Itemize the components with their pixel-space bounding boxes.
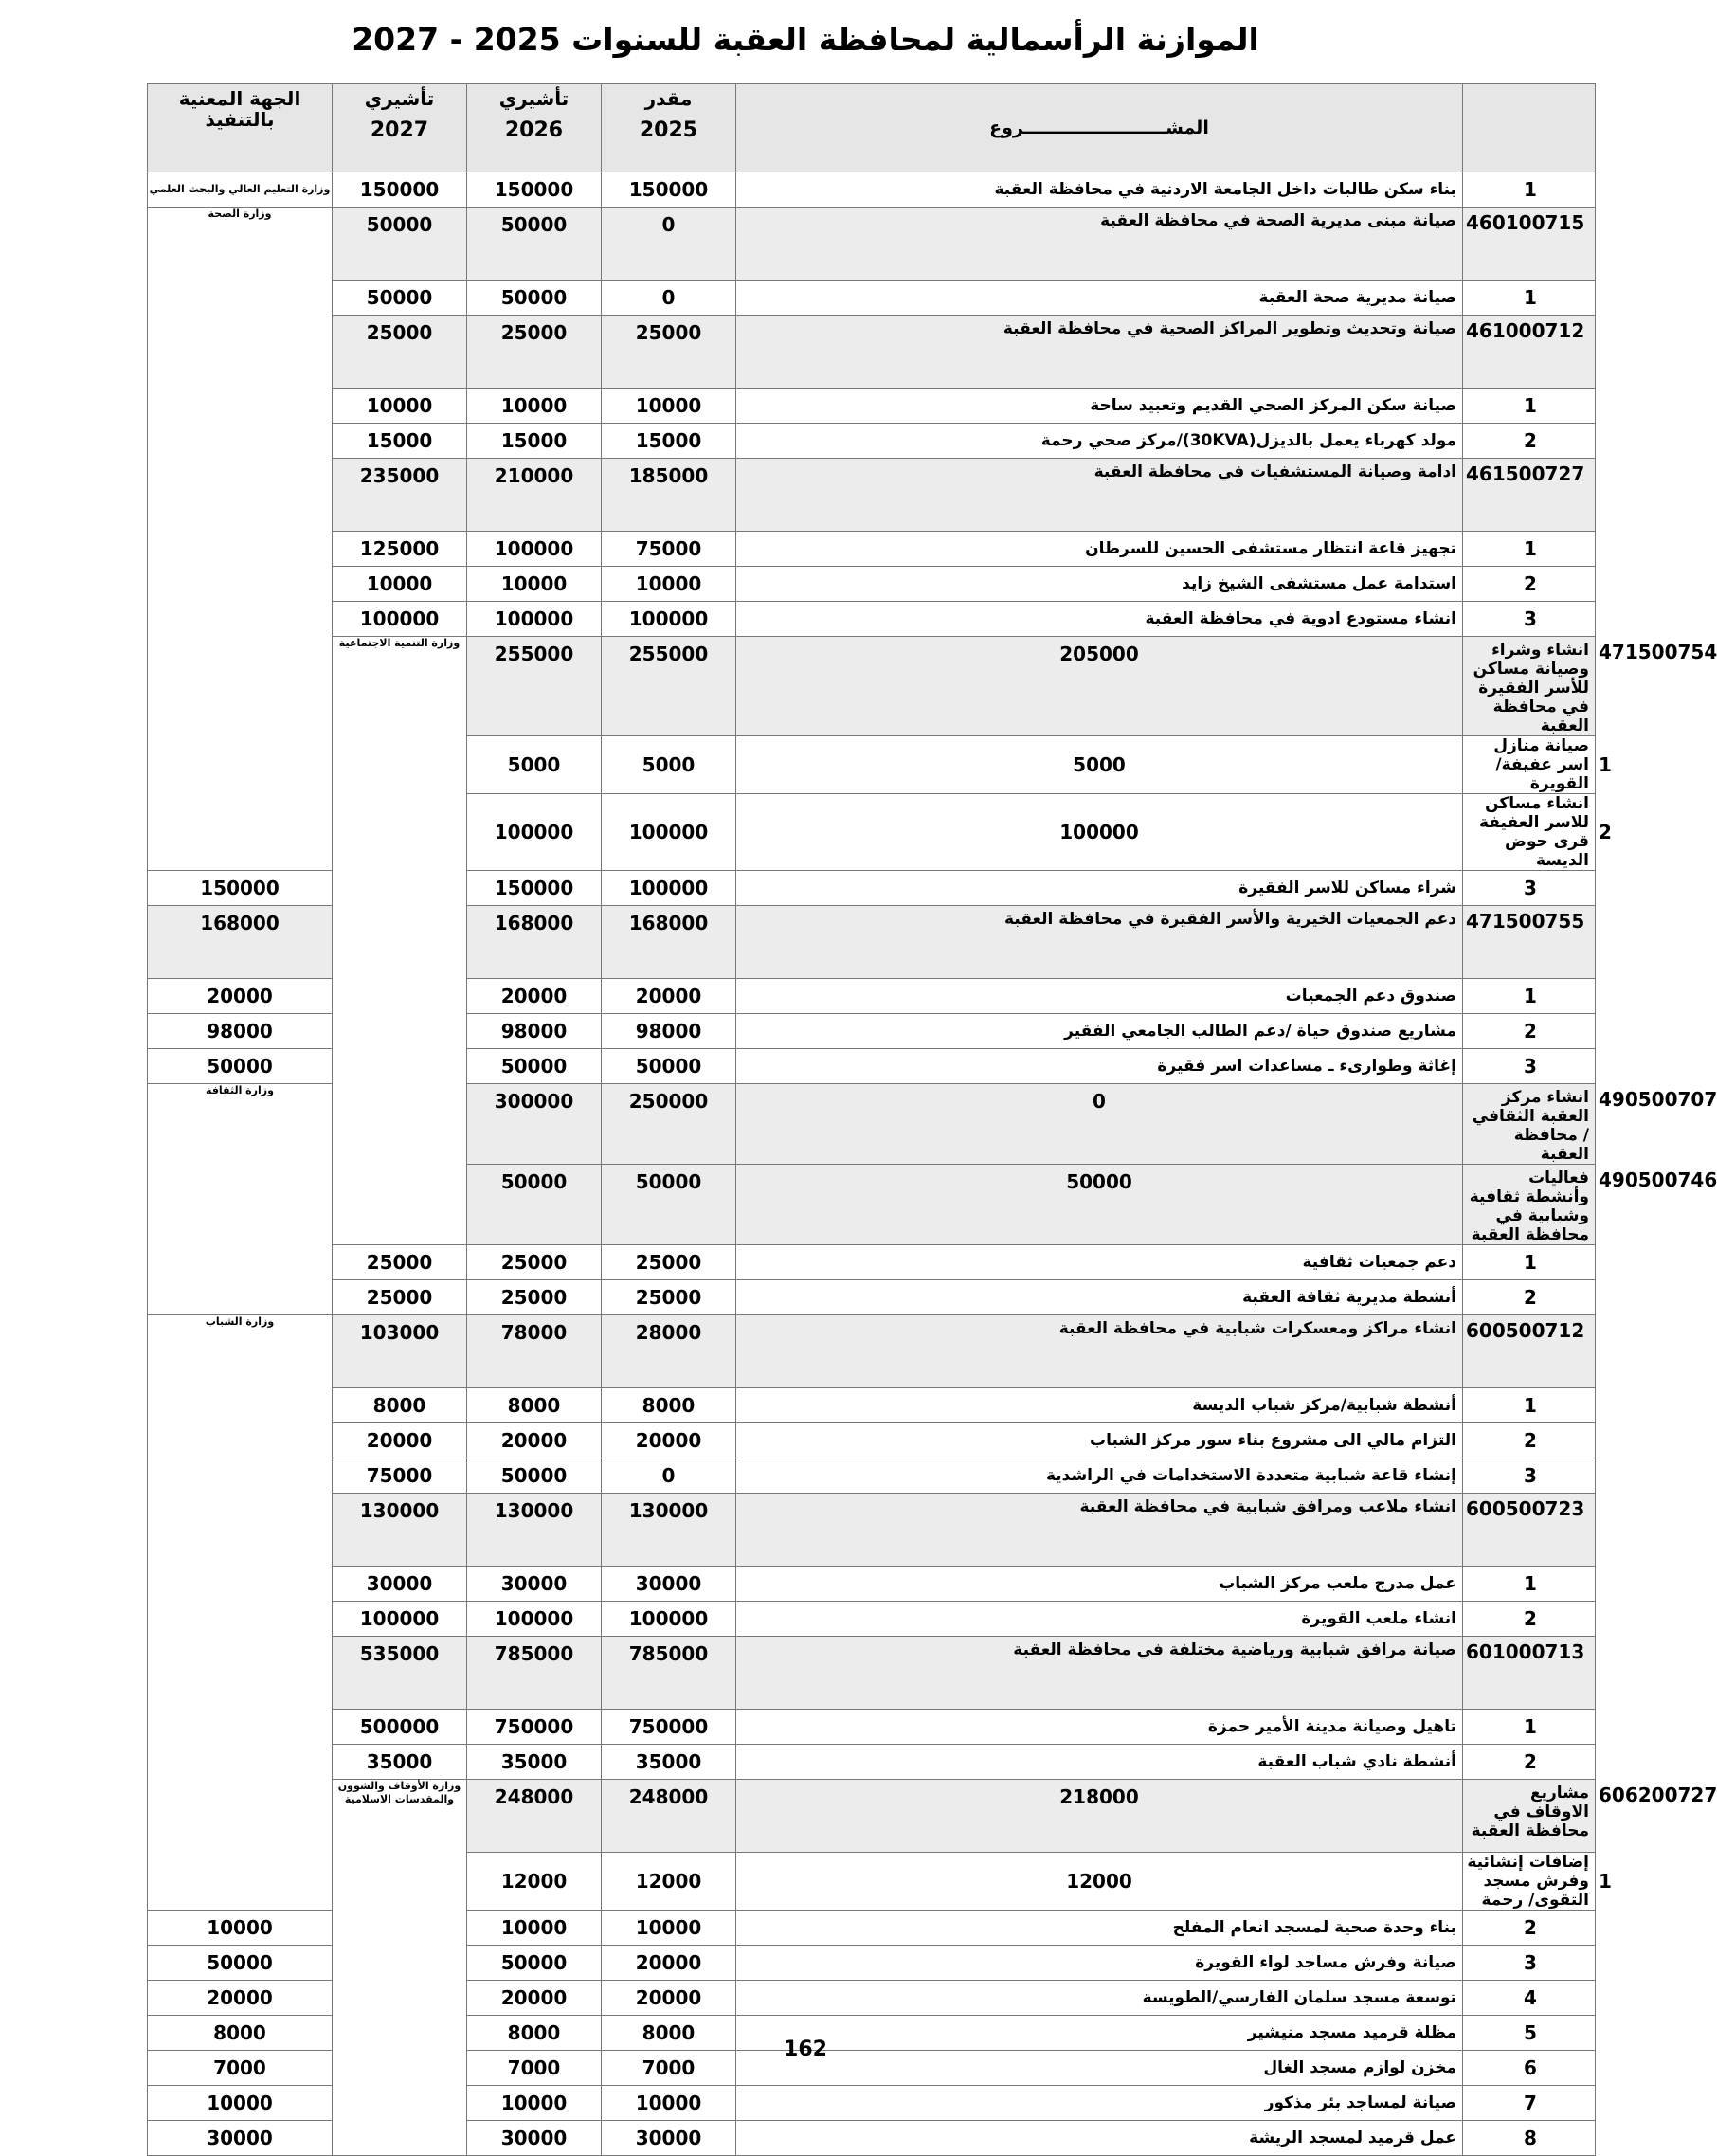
value-2025-cell: 130000 xyxy=(602,1494,736,1567)
value-2027-cell: 15000 xyxy=(333,424,467,459)
value-2027-cell: 20000 xyxy=(148,1981,333,2016)
project-name-cell: أنشطة نادي شباب العقبة xyxy=(736,1745,1463,1780)
project-code-cell: 2 xyxy=(1463,1280,1596,1315)
value-2027-cell: 8000 xyxy=(333,1388,467,1423)
value-2027-cell: 10000 xyxy=(333,389,467,424)
project-code-cell: 8 xyxy=(1463,2121,1596,2156)
value-2025-cell: 50000 xyxy=(736,1165,1463,1245)
project-name-cell: مشاريع صندوق حياة /دعم الطالب الجامعي الفقير xyxy=(736,1014,1463,1049)
project-name-cell: صيانة سكن المركز الصحي القديم وتعبيد ساحة xyxy=(736,389,1463,424)
value-2027-cell: 5000 xyxy=(467,736,602,794)
sub-item-row: 100000 100000 100000 انشاء مساكن للاسر العفيفة قرى حوض الديسة 2 xyxy=(148,794,1596,871)
project-name-cell: بناء سكن طالبات داخل الجامعة الاردنية في محافظة العقبة xyxy=(736,172,1463,208)
capital-budget-table xyxy=(147,83,1717,2156)
project-name-cell: مشاريع الاوقاف في محافظة العقبة xyxy=(1463,1780,1596,1853)
value-2027-cell: 150000 xyxy=(148,871,333,906)
value-2025-cell: 750000 xyxy=(602,1710,736,1745)
value-2027-cell: 50000 xyxy=(148,1049,333,1084)
value-2025-cell: 0 xyxy=(736,1084,1463,1165)
value-2025-cell: 10000 xyxy=(602,2086,736,2121)
value-2027-cell: 100000 xyxy=(333,1602,467,1637)
sub-item-row xyxy=(148,1280,1596,1315)
project-code-cell: 3 xyxy=(1463,871,1596,906)
value-2027-cell: 50000 xyxy=(333,208,467,281)
value-2025-cell: 0 xyxy=(602,208,736,281)
project-name-cell: إنشاء قاعة شبابية متعددة الاستخدامات في الراشدية xyxy=(736,1458,1463,1494)
project-name-cell: أنشطة مديرية ثقافة العقبة xyxy=(736,1280,1463,1315)
value-2026-cell: 25000 xyxy=(467,1245,602,1280)
project-row xyxy=(148,1315,1596,1388)
value-2027-cell: 30000 xyxy=(148,2121,333,2156)
value-2026-cell: 50000 xyxy=(467,208,602,281)
project-code-cell: 2 xyxy=(1463,1602,1596,1637)
page-number: 162 xyxy=(784,2038,827,2061)
value-2026-cell: 50000 xyxy=(602,1165,736,1245)
value-2025-cell: 100000 xyxy=(602,602,736,637)
value-2025-cell: 8000 xyxy=(602,2016,736,2051)
value-2027-cell: 255000 xyxy=(467,637,602,736)
value-2026-cell: 785000 xyxy=(467,1637,602,1710)
value-2027-cell: 100000 xyxy=(333,602,467,637)
value-2027-cell: 25000 xyxy=(333,1280,467,1315)
value-2027-cell: 535000 xyxy=(333,1637,467,1710)
value-2027-cell: 20000 xyxy=(333,1423,467,1458)
value-2025-cell: 20000 xyxy=(602,1423,736,1458)
value-2025-cell: 8000 xyxy=(602,1388,736,1423)
value-2027-cell: 25000 xyxy=(333,316,467,389)
value-2027-cell: 50000 xyxy=(467,1165,602,1245)
project-name-cell: استدامة عمل مستشفى الشيخ زايد xyxy=(736,567,1463,602)
value-2027-cell: 75000 xyxy=(333,1458,467,1494)
project-code-cell: 460100715 xyxy=(1463,208,1596,281)
project-row: وزارة التنمية الاجتماعية 255000 255000 205000 انشاء وشراء وصيانة مساكن للأسر الفقيرة في محافظة العقبة 471500754 xyxy=(148,637,1596,736)
project-row: وزارة الثقافة 300000 250000 0 انشاء مركز العقبة الثقافي / محافظة العقبة 490500707 xyxy=(148,1084,1596,1165)
value-2025-cell: 100000 xyxy=(602,871,736,906)
value-2027-cell: 100000 xyxy=(467,794,602,871)
project-name-cell: بناء وحدة صحية لمسجد انعام المفلح xyxy=(736,1911,1463,1946)
sub-item-row xyxy=(148,1458,1596,1494)
project-row xyxy=(148,1637,1596,1710)
entity-cell: وزارة الصحة xyxy=(148,208,333,871)
project-code-cell: 1 xyxy=(1463,389,1596,424)
project-code-cell: 461500727 xyxy=(1463,459,1596,532)
project-code-cell: 3 xyxy=(1463,1946,1596,1981)
value-2027-cell: 35000 xyxy=(333,1745,467,1780)
value-2026-cell: 20000 xyxy=(467,979,602,1014)
project-code-cell: 5 xyxy=(1463,2016,1596,2051)
value-2025-cell: 218000 xyxy=(736,1780,1463,1853)
value-2025-cell: 10000 xyxy=(602,389,736,424)
project-code-cell: 3 xyxy=(1463,1049,1596,1084)
value-2027-cell: 248000 xyxy=(467,1780,602,1853)
project-code-cell: 1 xyxy=(1463,172,1596,208)
value-2026-cell: 10000 xyxy=(467,1911,602,1946)
value-2025-cell: 205000 xyxy=(736,637,1463,736)
value-2026-cell: 20000 xyxy=(467,1981,602,2016)
value-2026-cell: 50000 xyxy=(467,1946,602,1981)
value-2025-cell: 20000 xyxy=(602,979,736,1014)
project-name-cell: شراء مساكن للاسر الفقيرة xyxy=(736,871,1463,906)
project-code-cell: 1 xyxy=(1463,1245,1596,1280)
sub-item-row xyxy=(148,1567,1596,1602)
project-name-cell: انشاء مساكن للاسر العفيفة قرى حوض الديسة xyxy=(1463,794,1596,871)
value-2025-cell: 185000 xyxy=(602,459,736,532)
value-2027-cell: 10000 xyxy=(333,567,467,602)
value-2025-cell: 20000 xyxy=(602,1946,736,1981)
project-name-cell: إضافات إنشائية وفرش مسجد التقوى/ رحمة xyxy=(1463,1853,1596,1911)
project-name-cell: صيانة وتحديث وتطوير المراكز الصحية في محافظة العقبة xyxy=(736,316,1463,389)
value-2026-cell: 30000 xyxy=(467,2121,602,2156)
value-2025-cell: 75000 xyxy=(602,532,736,567)
project-row xyxy=(148,316,1596,389)
header-2027: تأشيري 2027 xyxy=(333,84,467,172)
project-name-cell: انشاء ملاعب ومرافق شبابية في محافظة العقبة xyxy=(736,1494,1463,1567)
project-name-cell: صيانة لمساجد بئر مذكور xyxy=(736,2086,1463,2121)
project-name-cell: انشاء مراكز ومعسكرات شبابية في محافظة العقبة xyxy=(736,1315,1463,1388)
page-title: الموازنة الرأسمالية لمحافظة العقبة للسنوات 2025 - 2027 xyxy=(352,21,1259,58)
value-2025-cell: 25000 xyxy=(602,316,736,389)
value-2026-cell: 25000 xyxy=(467,1280,602,1315)
header-project: المشـــــــــــــــــــــــروع xyxy=(736,84,1463,172)
project-name-cell: التزام مالي الى مشروع بناء سور مركز الشباب xyxy=(736,1423,1463,1458)
value-2027-cell: 7000 xyxy=(148,2051,333,2086)
value-2027-cell: 103000 xyxy=(333,1315,467,1388)
project-code-cell: 461000712 xyxy=(1463,316,1596,389)
sub-item-row xyxy=(148,1245,1596,1280)
value-2025-cell: 12000 xyxy=(736,1853,1463,1911)
project-code-cell: 1 xyxy=(1463,1567,1596,1602)
value-2026-cell: 25000 xyxy=(467,316,602,389)
project-name-cell: عمل قرميد لمسجد الريشة xyxy=(736,2121,1463,2156)
project-name-cell: صندوق دعم الجمعيات xyxy=(736,979,1463,1014)
entity-cell: وزارة التنمية الاجتماعية xyxy=(333,637,467,1245)
project-name-cell: صيانة مرافق شبابية ورياضية مختلفة في محافظة العقبة xyxy=(736,1637,1463,1710)
value-2026-cell: 255000 xyxy=(602,637,736,736)
project-name-cell: صيانة مديرية صحة العقبة xyxy=(736,281,1463,316)
value-2026-cell: 100000 xyxy=(467,1602,602,1637)
project-name-cell: صيانة مبنى مديرية الصحة في محافظة العقبة xyxy=(736,208,1463,281)
sub-item-row: 5000 5000 5000 صيانة منازل اسر عفيفة/القويرة 1 xyxy=(148,736,1596,794)
header-2025: مقدر 2025 xyxy=(602,84,736,172)
project-name-cell: دعم الجمعيات الخيرية والأسر الفقيرة في محافظة العقبة xyxy=(736,906,1463,979)
value-2026-cell: 7000 xyxy=(467,2051,602,2086)
header-code xyxy=(1463,84,1596,172)
sub-item-row xyxy=(148,1602,1596,1637)
project-name-cell: صيانة منازل اسر عفيفة/القويرة xyxy=(1463,736,1596,794)
value-2027-cell: 130000 xyxy=(333,1494,467,1567)
sub-item-row xyxy=(148,567,1596,602)
value-2027-cell: 300000 xyxy=(467,1084,602,1165)
value-2027-cell: 50000 xyxy=(148,1946,333,1981)
value-2027-cell: 10000 xyxy=(148,2086,333,2121)
project-name-cell: انشاء مستودع ادوية في محافظة العقبة xyxy=(736,602,1463,637)
project-name-cell: مخزن لوازم مسجد الغال xyxy=(736,2051,1463,2086)
value-2027-cell: 168000 xyxy=(148,906,333,979)
sub-item-row xyxy=(148,424,1596,459)
sub-item-row xyxy=(148,281,1596,316)
value-2026-cell: 8000 xyxy=(467,1388,602,1423)
value-2027-cell: 30000 xyxy=(333,1567,467,1602)
project-code-cell: 2 xyxy=(1463,424,1596,459)
project-name-cell: صيانة وفرش مساجد لواء القويرة xyxy=(736,1946,1463,1981)
project-code-cell: 2 xyxy=(1463,567,1596,602)
value-2027-cell: 50000 xyxy=(333,281,467,316)
value-2026-cell: 100000 xyxy=(602,794,736,871)
project-code-cell: 2 xyxy=(1463,1014,1596,1049)
project-name-cell: مظلة قرميد مسجد منيشير xyxy=(736,2016,1463,2051)
project-name-cell: تاهيل وصيانة مدينة الأمير حمزة xyxy=(736,1710,1463,1745)
value-2026-cell: 150000 xyxy=(467,172,602,208)
project-row xyxy=(148,459,1596,532)
value-2025-cell: 100000 xyxy=(736,794,1463,871)
project-code-cell: 601000713 xyxy=(1463,1637,1596,1710)
sub-item-row xyxy=(148,532,1596,567)
value-2025-cell: 30000 xyxy=(602,2121,736,2156)
project-name-cell: دعم جمعيات ثقافية xyxy=(736,1245,1463,1280)
value-2027-cell: 500000 xyxy=(333,1710,467,1745)
project-code-cell: 7 xyxy=(1463,2086,1596,2121)
project-code-cell: 1 xyxy=(1463,1388,1596,1423)
value-2025-cell: 15000 xyxy=(602,424,736,459)
project-name-cell: عمل مدرج ملعب مركز الشباب xyxy=(736,1567,1463,1602)
header-entity: الجهة المعنية بالتنفيذ xyxy=(148,84,333,172)
value-2026-cell: 50000 xyxy=(467,1458,602,1494)
project-name-cell: انشاء ملعب القويرة xyxy=(736,1602,1463,1637)
project-name-cell: انشاء وشراء وصيانة مساكن للأسر الفقيرة في محافظة العقبة xyxy=(1463,637,1596,736)
value-2026-cell: 168000 xyxy=(467,906,602,979)
project-code-cell: 2 xyxy=(1463,1745,1596,1780)
project-name-cell: ادامة وصيانة المستشفيات في محافظة العقبة xyxy=(736,459,1463,532)
value-2026-cell: 150000 xyxy=(467,871,602,906)
project-code-cell: 600500712 xyxy=(1463,1315,1596,1388)
value-2026-cell: 50000 xyxy=(467,281,602,316)
value-2026-cell: 15000 xyxy=(467,424,602,459)
value-2025-cell: 98000 xyxy=(602,1014,736,1049)
value-2026-cell: 10000 xyxy=(467,567,602,602)
project-name-cell: إغاثة وطوارىء ـ مساعدات اسر فقيرة xyxy=(736,1049,1463,1084)
value-2027-cell: 8000 xyxy=(148,2016,333,2051)
table-header-row xyxy=(148,84,1596,172)
project-code-cell: 1 xyxy=(1463,281,1596,316)
project-code-cell: 471500755 xyxy=(1463,906,1596,979)
value-2025-cell: 10000 xyxy=(602,1911,736,1946)
project-code-cell: 1 xyxy=(1463,1710,1596,1745)
project-code-cell: 2 xyxy=(1463,1423,1596,1458)
value-2027-cell: 235000 xyxy=(333,459,467,532)
project-row: 50000 50000 50000 فعاليات وأنشطة ثقافية وشبابية في محافظة العقبة 490500746 xyxy=(148,1165,1596,1245)
value-2026-cell: 35000 xyxy=(467,1745,602,1780)
value-2025-cell: 25000 xyxy=(602,1245,736,1280)
value-2025-cell: 20000 xyxy=(602,1981,736,2016)
project-row: وزارة الأوقاف والشوون والمقدسات الاسلامية 248000 248000 218000 مشاريع الاوقاف في محافظة العقبة 606200727 xyxy=(148,1780,1596,1853)
value-2025-cell: 28000 xyxy=(602,1315,736,1388)
sub-item-row xyxy=(148,602,1596,637)
table-body xyxy=(148,172,1717,2156)
project-code-cell: 600500723 xyxy=(1463,1494,1596,1567)
value-2027-cell: 98000 xyxy=(148,1014,333,1049)
value-2026-cell: 750000 xyxy=(467,1710,602,1745)
entity-cell: وزارة الشباب xyxy=(148,1315,333,1911)
value-2026-cell: 12000 xyxy=(602,1853,736,1911)
entity-cell: وزارة الأوقاف والشوون والمقدسات الاسلامية xyxy=(333,1780,467,2156)
project-name-cell: تجهيز قاعة انتظار مستشفى الحسين للسرطان xyxy=(736,532,1463,567)
sub-item-row xyxy=(148,172,1596,208)
value-2025-cell: 0 xyxy=(602,1458,736,1494)
project-code-cell: 3 xyxy=(1463,1458,1596,1494)
value-2026-cell: 5000 xyxy=(602,736,736,794)
value-2025-cell: 0 xyxy=(602,281,736,316)
sub-item-row xyxy=(148,389,1596,424)
project-code-cell: 3 xyxy=(1463,602,1596,637)
value-2025-cell: 7000 xyxy=(602,2051,736,2086)
sub-item-row xyxy=(148,1423,1596,1458)
value-2025-cell: 35000 xyxy=(602,1745,736,1780)
project-code-cell: 1 xyxy=(1463,532,1596,567)
header-2026: تأشيري 2026 xyxy=(467,84,602,172)
value-2026-cell: 100000 xyxy=(467,532,602,567)
project-code-cell: 2 xyxy=(1463,1911,1596,1946)
value-2026-cell: 100000 xyxy=(467,602,602,637)
value-2026-cell: 250000 xyxy=(602,1084,736,1165)
value-2027-cell: 20000 xyxy=(148,979,333,1014)
value-2025-cell: 5000 xyxy=(736,736,1463,794)
value-2026-cell: 248000 xyxy=(602,1780,736,1853)
value-2026-cell: 130000 xyxy=(467,1494,602,1567)
sub-item-row xyxy=(148,1745,1596,1780)
entity-cell: وزارة التعليم العالي والبحث العلمي xyxy=(148,172,333,208)
value-2025-cell: 100000 xyxy=(602,1602,736,1637)
sub-item-row xyxy=(148,1710,1596,1745)
value-2027-cell: 25000 xyxy=(333,1245,467,1280)
project-name-cell: فعاليات وأنشطة ثقافية وشبابية في محافظة العقبة xyxy=(1463,1165,1596,1245)
value-2025-cell: 25000 xyxy=(602,1280,736,1315)
project-name-cell: انشاء مركز العقبة الثقافي / محافظة العقبة xyxy=(1463,1084,1596,1165)
value-2026-cell: 78000 xyxy=(467,1315,602,1388)
value-2025-cell: 50000 xyxy=(602,1049,736,1084)
project-code-cell: 1 xyxy=(1463,979,1596,1014)
project-name-cell: مولد كهرباء يعمل بالديزل(30KVA)/مركز صحي رحمة xyxy=(736,424,1463,459)
project-code-cell: 4 xyxy=(1463,1981,1596,2016)
project-row xyxy=(148,1494,1596,1567)
value-2025-cell: 785000 xyxy=(602,1637,736,1710)
project-name-cell: أنشطة شبابية/مركز شباب الديسة xyxy=(736,1388,1463,1423)
value-2025-cell: 168000 xyxy=(602,906,736,979)
sub-item-row xyxy=(148,1388,1596,1423)
value-2026-cell: 98000 xyxy=(467,1014,602,1049)
value-2026-cell: 50000 xyxy=(467,1049,602,1084)
entity-cell: وزارة الثقافة xyxy=(148,1084,333,1315)
value-2025-cell: 150000 xyxy=(602,172,736,208)
value-2026-cell: 30000 xyxy=(467,1567,602,1602)
value-2027-cell: 150000 xyxy=(333,172,467,208)
sub-item-row: 12000 12000 12000 إضافات إنشائية وفرش مسجد التقوى/ رحمة 1 xyxy=(148,1853,1596,1911)
project-code-cell: 6 xyxy=(1463,2051,1596,2086)
value-2026-cell: 10000 xyxy=(467,2086,602,2121)
value-2027-cell: 12000 xyxy=(467,1853,602,1911)
project-name-cell: توسعة مسجد سلمان الفارسي/الطويسة xyxy=(736,1981,1463,2016)
value-2026-cell: 10000 xyxy=(467,389,602,424)
value-2025-cell: 10000 xyxy=(602,567,736,602)
project-row xyxy=(148,208,1596,281)
value-2026-cell: 210000 xyxy=(467,459,602,532)
value-2026-cell: 8000 xyxy=(467,2016,602,2051)
value-2026-cell: 20000 xyxy=(467,1423,602,1458)
value-2025-cell: 30000 xyxy=(602,1567,736,1602)
value-2027-cell: 10000 xyxy=(148,1911,333,1946)
value-2027-cell: 125000 xyxy=(333,532,467,567)
